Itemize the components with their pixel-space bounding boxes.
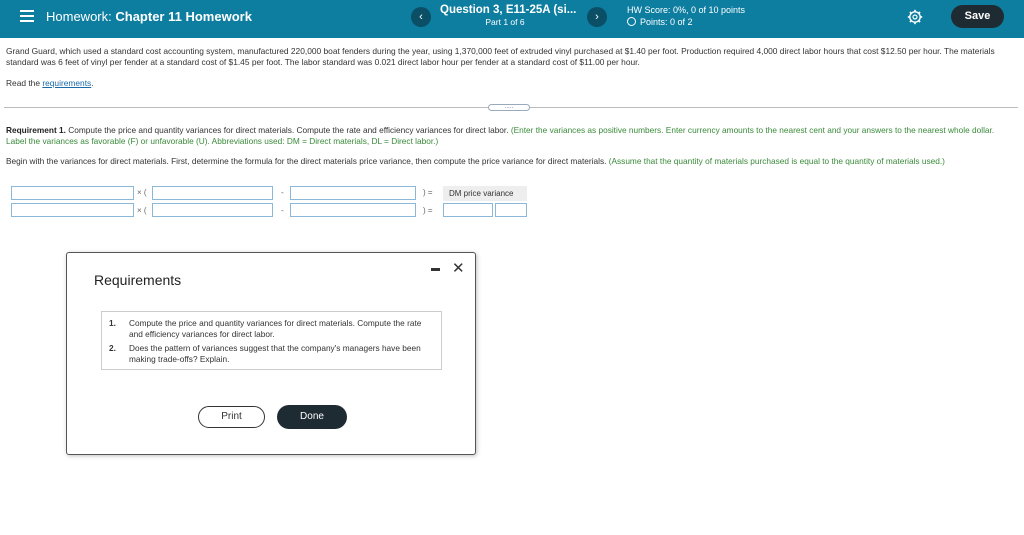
- print-button[interactable]: Print: [198, 406, 265, 428]
- actual-price-input[interactable]: [152, 203, 273, 217]
- times-open-paren: × (: [137, 206, 147, 215]
- item-text: Compute the price and quantity variances for direct materials. Compute the rate and efficiency variances for direct labor.: [129, 318, 422, 339]
- requirement-1-note: (Enter the variances as positive numbers. Enter currency amounts to the nearest cent and your answers to the nearest whole dollar. Label the variances as favorable (F) or unfavorable (U). Abbreviations used: DM = Direct materials, DL = Direct labor.): [6, 125, 995, 146]
- item-number: 1.: [109, 318, 116, 328]
- variance-label-select[interactable]: [495, 203, 527, 217]
- points-status: [627, 17, 693, 27]
- close-paren-equals: ) =: [423, 188, 433, 197]
- homework-prefix: Homework:: [46, 9, 112, 24]
- requirement-1-body: Compute the price and quantity variances for direct materials. Compute the rate and efficiency variances for direct labor.: [68, 125, 509, 135]
- requirements-link[interactable]: requirements: [42, 78, 92, 88]
- requirement-1-text: [6, 125, 1011, 147]
- chevron-left-icon: ‹: [419, 11, 423, 23]
- hamburger-menu-icon[interactable]: [20, 10, 34, 22]
- minimize-icon[interactable]: [431, 268, 440, 271]
- question-part: Part 1 of 6: [485, 17, 525, 27]
- dm-price-variance-label: DM price variance: [443, 186, 527, 201]
- dialog-title: Requirements: [94, 272, 182, 288]
- homework-name: Chapter 11 Homework: [115, 9, 252, 24]
- close-paren-equals: ) =: [423, 206, 433, 215]
- minus-sign: -: [281, 206, 284, 215]
- hw-score: HW Score: 0%, 0 of 10 points: [627, 5, 746, 15]
- variance-amount-input[interactable]: [443, 203, 493, 217]
- top-bar: [0, 0, 1024, 38]
- save-button[interactable]: Save: [951, 5, 1004, 28]
- chevron-right-icon: ›: [595, 11, 599, 23]
- begin-instructions: [6, 156, 1011, 167]
- previous-question-button[interactable]: [411, 7, 431, 27]
- question-title: Question 3, E11-25A (si...: [440, 4, 577, 16]
- formula-label-input[interactable]: [11, 186, 134, 200]
- minus-sign: -: [281, 188, 284, 197]
- list-item: [102, 318, 443, 340]
- item-text: Does the pattern of variances suggest that the company's managers have been making trade-offs? Explain.: [129, 343, 421, 364]
- quantity-input[interactable]: [11, 203, 134, 217]
- begin-text: Begin with the variances for direct materials. First, determine the formula for the direct materials price variance, then compute the price variance for direct materials.: [6, 156, 607, 166]
- formula-price-input-2[interactable]: [290, 186, 416, 200]
- read-requirements: [6, 78, 94, 88]
- incomplete-circle-icon: [627, 17, 636, 26]
- requirements-list: [101, 311, 442, 370]
- begin-note: (Assume that the quantity of materials purchased is equal to the quantity of materials used.): [608, 156, 945, 166]
- formula-price-input-1[interactable]: [152, 186, 273, 200]
- problem-statement: Grand Guard, which used a standard cost accounting system, manufactured 220,000 boat fenders during the year, using 1,370,000 feet of extruded vinyl purchased at $1.40 per foot. Production required 4,000 direct labor hours that cost $12.50 per hour. The materials standard was 6 feet of vinyl per fender at a standard cost of $1.45 per foot. The labor standard was 0.021 direct labor hour per fender at a standard cost of $11.00 per hour.: [6, 46, 995, 67]
- resize-handle[interactable]: .....: [488, 104, 530, 111]
- close-icon[interactable]: ✕: [452, 260, 465, 277]
- list-item: [102, 343, 443, 365]
- read-prefix: Read the: [6, 78, 40, 88]
- times-open-paren: × (: [137, 188, 147, 197]
- gear-icon[interactable]: [907, 9, 923, 25]
- read-suffix: .: [91, 78, 94, 88]
- item-number: 2.: [109, 343, 116, 353]
- requirements-dialog: [66, 252, 476, 455]
- done-button[interactable]: Done: [277, 405, 347, 429]
- requirement-1-label: Requirement 1.: [6, 125, 66, 135]
- points-text: Points: 0 of 2: [640, 17, 693, 27]
- next-question-button[interactable]: [587, 7, 607, 27]
- standard-price-input[interactable]: [290, 203, 416, 217]
- homework-title: [46, 9, 252, 24]
